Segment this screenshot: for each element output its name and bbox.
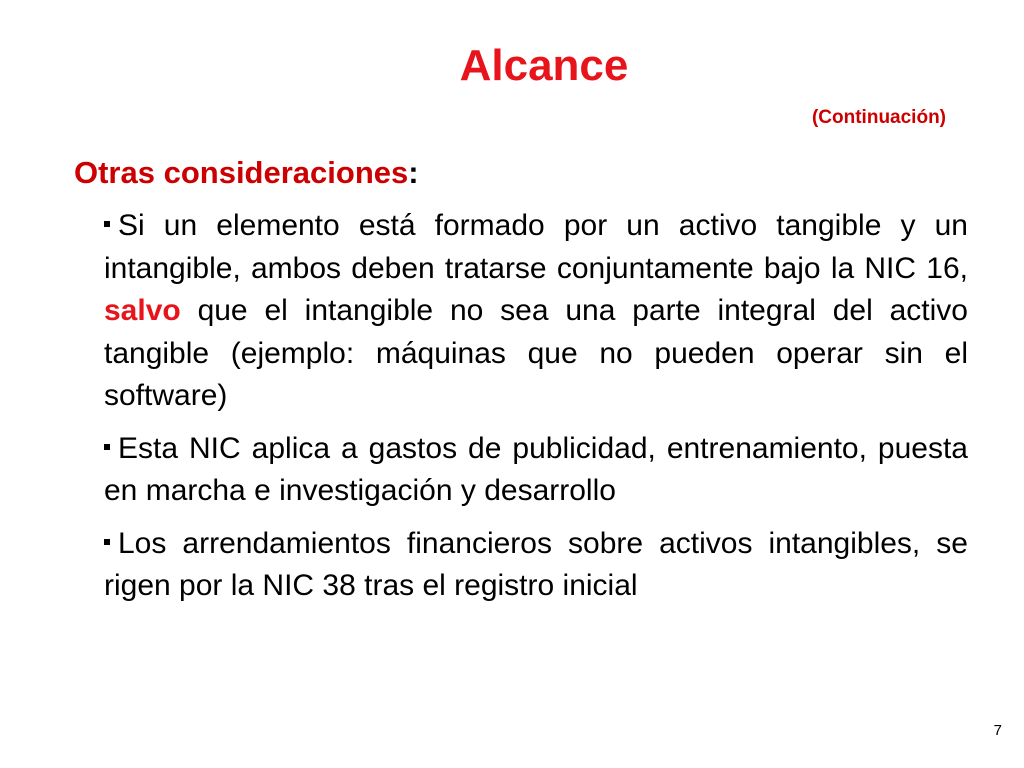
square-bullet-icon — [104, 539, 110, 545]
bullet-item — [104, 523, 968, 608]
square-bullet-icon — [104, 221, 110, 227]
square-bullet-icon — [104, 444, 110, 450]
bullet-text: Los arrendamientos financieros sobre activos intangibles, se rigen por la NIC 38 tras el registro inicial — [104, 526, 968, 602]
slide-title: Alcance — [459, 41, 629, 90]
bullet-highlight: salvo — [104, 294, 181, 327]
section-heading-colon: : — [408, 155, 419, 190]
bullet-item — [104, 205, 968, 418]
bullet-text: Esta NIC aplica a gastos de publicidad, entrenamiento, puesta en marcha e investigación y desarrollo — [104, 431, 968, 507]
section-heading-text: Otras consideraciones — [74, 155, 409, 190]
slide-subtitle: (Continuación) — [811, 107, 946, 128]
page-number: 7 — [993, 722, 1002, 739]
bullet-item — [104, 428, 968, 513]
bullet-text-before: Si un elemento está formado por un activo tangible y un intangible, ambos deben tratarse conjuntamente bajo la NIC 16, — [104, 209, 968, 285]
bullet-list — [104, 205, 968, 618]
bullet-text-after: que el intangible no sea una parte integral del activo tangible (ejemplo: máquinas que no pueden operar sin el software) — [104, 294, 968, 412]
section-heading — [74, 153, 419, 193]
